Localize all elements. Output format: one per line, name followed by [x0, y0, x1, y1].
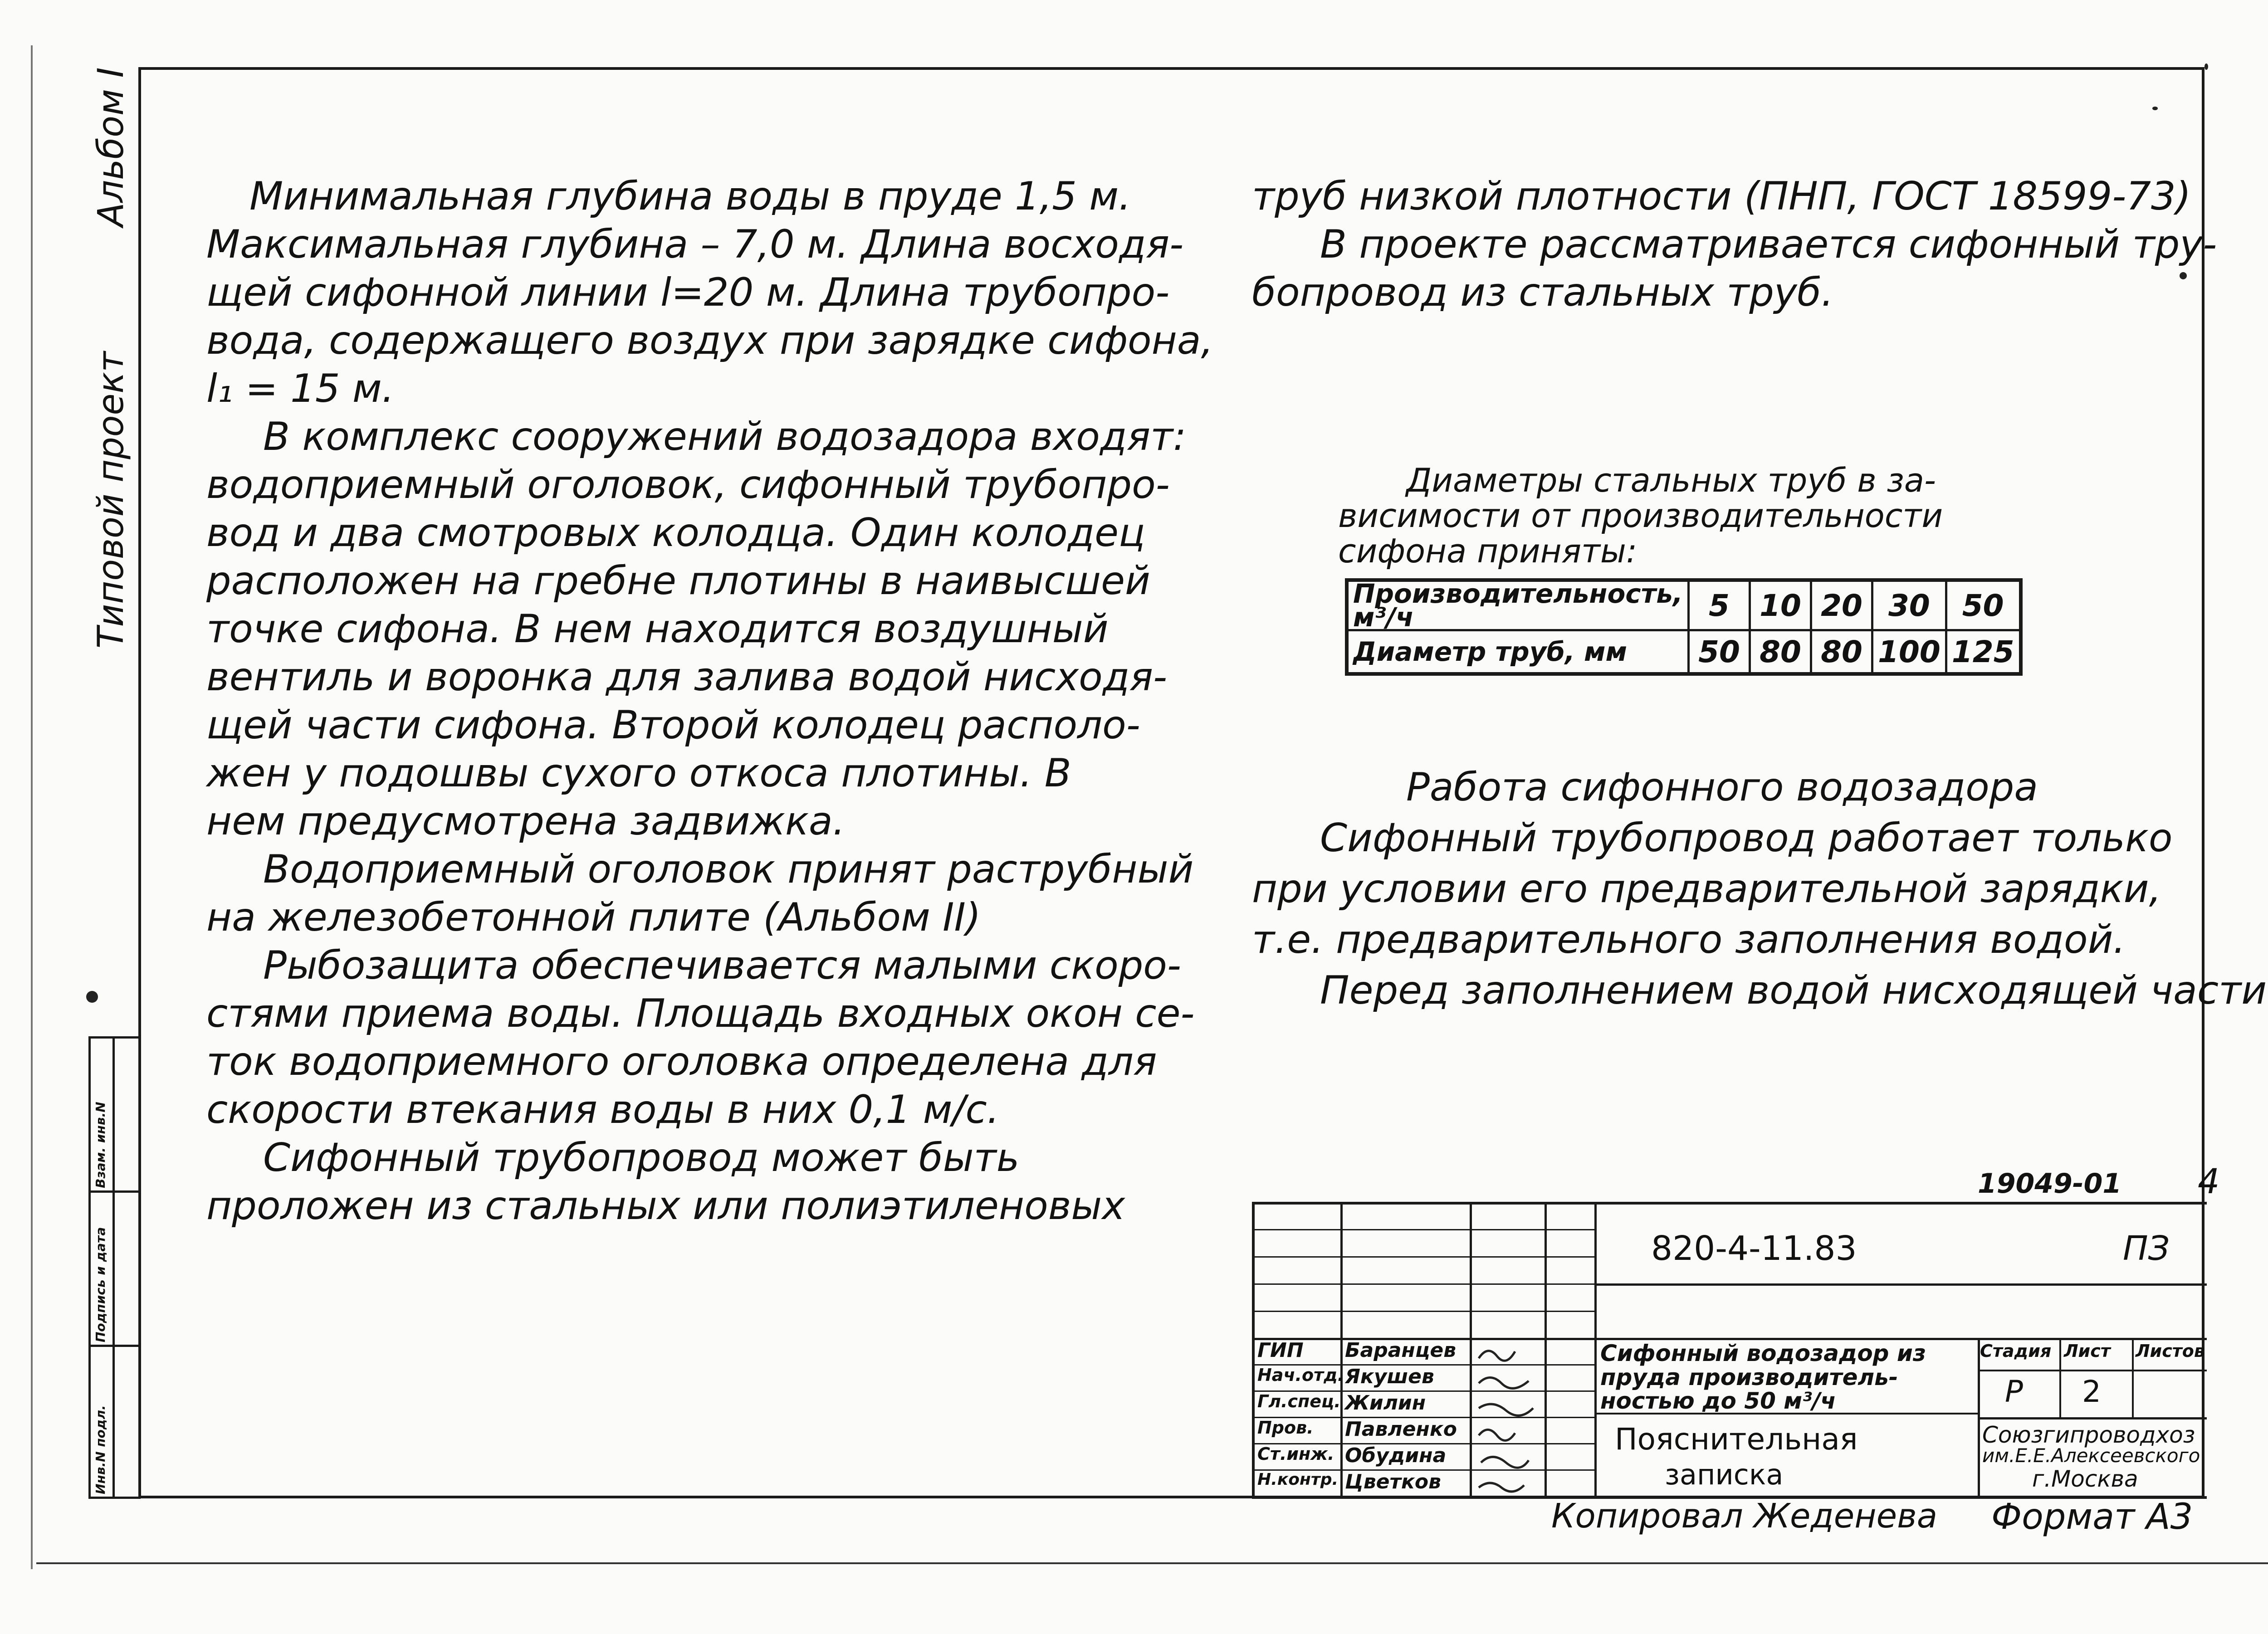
organization-line: им.Е.Е.Алексеевского [1982, 1444, 2200, 1467]
text-line: бопровод из стальных труб. [1252, 270, 1834, 315]
table-cell: 50 [1689, 630, 1750, 674]
text-line: Перед заполнением водой нисходящей части [1320, 968, 2267, 1013]
stamp-line [1978, 1370, 2207, 1371]
role-label: ГИП [1257, 1339, 1304, 1362]
table-cell: 20 [1811, 580, 1872, 630]
stamp-line [1252, 1256, 1594, 1258]
siphon-operation-section [1252, 762, 2267, 1016]
organization-line: г.Москва [2032, 1466, 2138, 1492]
text-line: жен у подошвы сухого откоса плотины. В [206, 751, 1071, 796]
text-line: Сифонный трубопровод может быть [263, 1135, 1020, 1180]
scan-speck [86, 991, 98, 1003]
organization-line: Союзгипроводхоз [1982, 1422, 2195, 1448]
doc-code: ПЗ [2123, 1229, 2170, 1268]
person-name: Якушев [1345, 1365, 1434, 1388]
table-row [1347, 580, 2021, 630]
role-label: Нач.отд. [1257, 1365, 1344, 1385]
scan-speck [2204, 63, 2208, 70]
inventory-number: 19049-01 [1978, 1168, 2122, 1200]
table-cell: 125 [1946, 630, 2020, 674]
text-line: расположен на гребне плотины в наивысшей [206, 558, 1150, 604]
person-name: Баранцев [1345, 1339, 1457, 1362]
stamp-line [1545, 1202, 1547, 1499]
table-cell: 5 [1689, 580, 1750, 630]
stamp-line [1594, 1283, 2207, 1286]
left-text-column [206, 172, 1213, 1230]
page-number: 4 [2198, 1161, 2220, 1201]
person-name: Обудина [1345, 1444, 1447, 1467]
section-heading: Работа сифонного водозадора [1406, 765, 2038, 810]
text-line: ток водоприемного оголовка определена для [206, 1039, 1157, 1084]
scan-speck [2180, 272, 2187, 279]
text-line: Максимальная глубина – 7,0 м. Длина восходя- [206, 222, 1184, 267]
stamp-line [1252, 1311, 1594, 1312]
text-line: стями приема воды. Площадь входных окон се- [206, 991, 1195, 1036]
stage-value: Р [2005, 1374, 2023, 1409]
caption-line: сифона приняты: [1338, 532, 1637, 570]
stamp-line [1252, 1283, 1594, 1285]
stamp-line [2132, 1338, 2134, 1417]
text-line: труб низкой плотности (ПНП, ГОСТ 18599-73) [1252, 174, 2191, 219]
role-label: Гл.спец. [1257, 1391, 1341, 1411]
text-line: на железобетонной плите (Альбом II) [206, 895, 981, 940]
scan-speck [2152, 107, 2158, 110]
caption-line: Диаметры стальных труб в за- [1406, 461, 1936, 499]
row-header: Производительность, м³/ч [1347, 580, 1689, 630]
text-line: при условии его предварительной зарядки, [1252, 866, 2161, 912]
text-line: вода, содержащего воздух при зарядке сифона, [206, 318, 1213, 363]
table-cell: 10 [1750, 580, 1811, 630]
stamp-line [1252, 1229, 1594, 1230]
sheet-format: Формат А3 [1991, 1497, 2193, 1537]
table-cell: 30 [1872, 580, 1946, 630]
stamp-line [1470, 1202, 1472, 1499]
album-label: Альбом I [91, 67, 132, 227]
role-label: Ст.инж. [1257, 1444, 1334, 1464]
table-row [1347, 630, 2021, 674]
diameter-table [1345, 578, 2023, 676]
sheet-bottom-edge [36, 1562, 2268, 1564]
text-line: l₁ = 15 м. [206, 366, 395, 411]
text-line: скорости втекания воды в них 0,1 м/с. [206, 1087, 1000, 1132]
object-title-line: Сифонный водозадор из [1600, 1340, 1926, 1366]
title-block [1252, 1202, 2207, 1499]
signatures [1474, 1340, 1542, 1497]
row-header: Диаметр труб, мм [1347, 630, 1689, 674]
text-line: Рыбозащита обеспечивается малыми скоро- [263, 943, 1181, 988]
person-name: Павленко [1345, 1418, 1457, 1441]
stage-label: Стадия [1980, 1341, 2052, 1361]
sheets-label: Листов [2136, 1341, 2205, 1361]
stamp-line [1340, 1202, 1343, 1499]
text-line: Минимальная глубина воды в пруде 1,5 м. [249, 174, 1131, 219]
text-line: проложен из стальных или полиэтиленовых [206, 1183, 1125, 1229]
text-line: т.е. предварительного заполнения водой. [1252, 917, 2126, 962]
stamp-line [2059, 1338, 2061, 1417]
sheet-value: 2 [2082, 1374, 2101, 1409]
text-line: Сифонный трубопровод работает только [1320, 815, 2173, 861]
approval-label: Подпись и дата [93, 1227, 108, 1342]
role-label: Пров. [1257, 1418, 1314, 1438]
project-label: Типовой проект [91, 351, 132, 649]
stamp-line [1978, 1417, 2207, 1419]
text-line: В комплекс сооружений водозадора входят: [263, 414, 1187, 459]
text-line: точке сифона. В нем находится воздушный [206, 606, 1109, 652]
text-line: Водоприемный оголовок принят раструбный [263, 847, 1194, 892]
doc-title-line: Пояснительная [1615, 1422, 1858, 1457]
approval-label: Инв.N подл. [93, 1405, 108, 1494]
object-title-line: пруда производитель- [1600, 1364, 1898, 1390]
table-cell: 50 [1946, 580, 2020, 630]
stamp-line [1252, 1202, 1255, 1499]
text-line: водоприемный оголовок, сифонный трубопро- [206, 462, 1170, 507]
text-line: щей части сифона. Второй колодец располо- [206, 702, 1140, 748]
sheet-left-edge [31, 45, 33, 1569]
caption-line: висимости от производительности [1338, 497, 1943, 535]
person-name: Цветков [1345, 1470, 1441, 1493]
text-line: щей сифонной линии l=20 м. Длина трубопро- [206, 270, 1170, 315]
stamp-line [1594, 1202, 1597, 1499]
text-line: вод и два смотровых колодца. Один колодец [206, 510, 1145, 556]
object-title-line: ностью до 50 м³/ч [1600, 1388, 1836, 1414]
right-text-column [1252, 172, 2217, 317]
copied-by: Копировал Жеденева [1551, 1497, 1938, 1536]
designation: 820-4-11.83 [1651, 1229, 1857, 1268]
sheet-label: Лист [2064, 1341, 2111, 1361]
approval-label: Взам. инв.N [93, 1102, 108, 1188]
stamp-line [1252, 1202, 2207, 1205]
role-label: Н.контр. [1257, 1470, 1339, 1489]
table-cell: 80 [1811, 630, 1872, 674]
text-line: В проекте рассматривается сифонный тру- [1320, 222, 2217, 267]
doc-title-line: записка [1665, 1458, 1784, 1491]
person-name: Жилин [1345, 1391, 1426, 1415]
text-line: нем предусмотрена задвижка. [206, 799, 845, 844]
table-cell: 80 [1750, 630, 1811, 674]
table-cell: 100 [1872, 630, 1946, 674]
text-line: вентиль и воронка для залива водой нисходя- [206, 654, 1168, 700]
table-caption [1338, 463, 1943, 569]
approval-box [88, 1036, 141, 1499]
